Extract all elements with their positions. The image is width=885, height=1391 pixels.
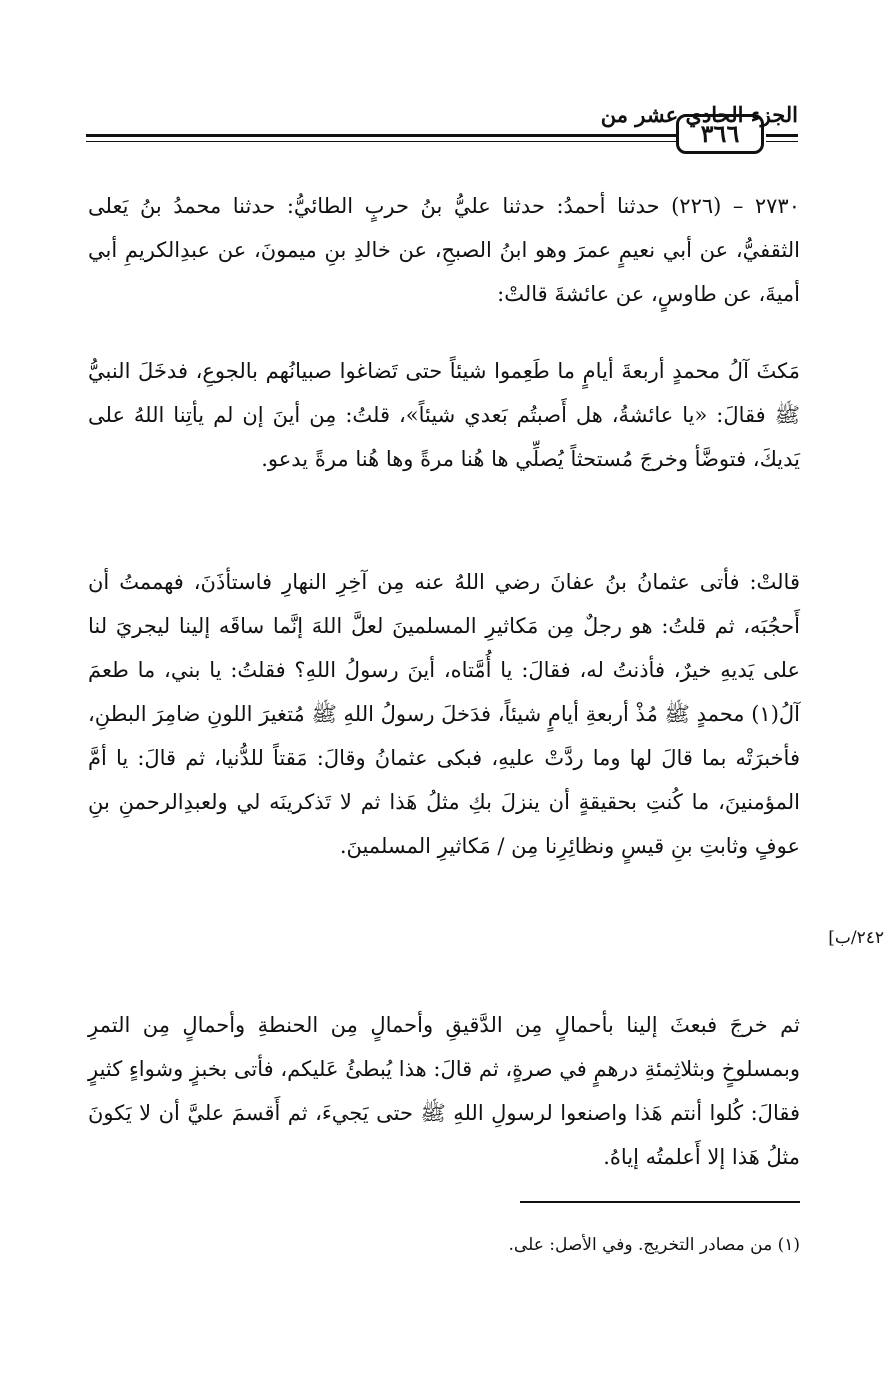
footnote-separator — [520, 1201, 800, 1203]
header-rule-thick — [86, 134, 676, 137]
page-number: ٣٦٦ — [676, 114, 764, 154]
narration-paragraph-1: مَكثَ آلُ محمدٍ أربعةَ أيامٍ ما طَعِموا شيئاً حتى تَضاغوا صبيانُهم بالجوعِ، فدخَلَ النبيُّ ﷺ فقالَ: «يا عائشةُ، هل أَصبتُم بَعدي شيئاً»، قلتُ: مِن أينَ إن لم يأتِنا اللهُ على يَديكَ، فتوضَّأ وخرجَ مُستحثاً يُصلِّي ها هُنا مرةً وها هُنا مرةً يدعو. — [88, 359, 800, 471]
page-header — [86, 100, 798, 160]
running-title: الجزء الحادي عشر من — [600, 102, 798, 127]
narration-paragraph-3: ثم خرجَ فبعثَ إلينا بأحمالٍ مِن الدَّقيقِ وأحمالٍ مِن الحنطةِ وأحمالٍ مِن التمرِ وبمسلوخٍ وبثلاثِمئةِ درهمٍ في صرةٍ، ثم قالَ: هذا يُبطئُ عَليكم، فأتى بخبزٍ وشواءٍ كثيرٍ فقالَ: كُلوا أنتم هَذا واصنعوا لرسولِ اللهِ ﷺ حتى يَجيءَ، ثم أَقسمَ عليَّ أن لا يَكونَ مثلُ هَذا إلا أَعلمتُه إياهُ. — [88, 1013, 800, 1169]
manuscript-folio-marker: ٢٤٢/ب] — [828, 928, 884, 948]
header-rule-right-thin — [766, 141, 798, 142]
hadith-isnad-paragraph: ٢٧٣٠ – (٢٢٦) حدثنا أحمدُ: حدثنا عليُّ بنُ حربٍ الطائيُّ: حدثنا محمدُ بنُ يَعلى الثقفيُّ، عن أبي نعيمٍ عمرَ وهو ابنُ الصبحِ، عن خالدِ بنِ ميمونَ، عن عبدِالكريمِ أبي أميةَ، عن طاوسٍ، عن عائشةَ قالتْ: — [88, 194, 800, 306]
footnote-1: (١) من مصادر التخريج. وفي الأصل: على. — [508, 1235, 800, 1255]
header-rule-right — [766, 134, 798, 137]
header-rule-thin — [86, 141, 676, 142]
narration-paragraph-2: قالتْ: فأتى عثمانُ بنُ عفانَ رضي اللهُ عنه مِن آخِرِ النهارِ فاستأذَنَ، فهممتُ أن أَحجُبَه، ثم قلتُ: هو رجلٌ مِن مَكاثيرِ المسلمينَ لعلَّ اللهَ إنَّما ساقَه إلينا ليجريَ لنا على يَديهِ خيرٌ، فأذنتُ له، فقالَ: يا أُمَّتاه، أينَ رسولُ اللهِ؟ فقلتُ: يا بني، ما طعمَ آلُ(١) محمدٍ ﷺ مُذْ أربعةِ أيامٍ شيئاً، فدَخلَ رسولُ اللهِ ﷺ مُتغيرَ اللونِ ضامِرَ البطنِ، فأخبرَتْه بما قالَ لها وما ردَّتْ عليهِ، فبكى عثمانُ وقالَ: مَقتاً للدُّنيا، ثم قالَ: يا أمَّ المؤمنينَ، ما كُنتِ بحقيقةٍ أن ينزلَ بكِ مثلُ هَذا ثم لا تَذكرينَه لي ولعبدِالرحمنِ بنِ عوفٍ وثابتِ بنِ قيسٍ ونظائِرِنا مِن / مَكاثيرِ المسلمينَ. — [88, 570, 800, 858]
